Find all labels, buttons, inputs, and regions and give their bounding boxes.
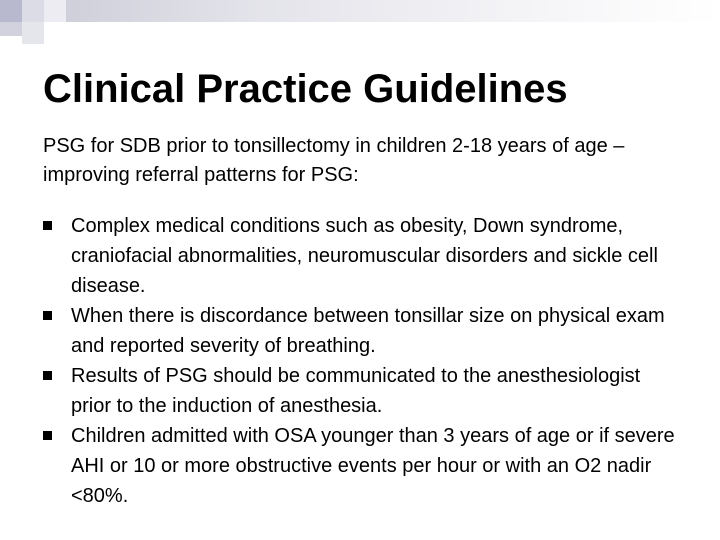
square-bullet-icon (43, 371, 52, 380)
header-decoration-band (0, 0, 720, 22)
decorative-square (22, 0, 44, 22)
bullet-list (43, 211, 683, 511)
bullet-item (43, 301, 683, 361)
bullet-text: Results of PSG should be communicated to the anesthesiologist prior to the induction of anesthesia. (71, 365, 641, 417)
decorative-square (44, 0, 66, 22)
bullet-text: Complex medical conditions such as obesity, Down syndrome, craniofacial abnormalities, neuromuscular disorders and sickle cell disease. (71, 215, 658, 297)
slide-title: Clinical Practice Guidelines (43, 67, 568, 111)
square-bullet-icon (43, 221, 52, 230)
bullet-item (43, 361, 683, 421)
bullet-item (43, 421, 683, 511)
square-bullet-icon (43, 431, 52, 440)
decorative-square (0, 22, 22, 36)
slide-subtitle: PSG for SDB prior to tonsillectomy in children 2-18 years of age – improving referral patterns for PSG: (43, 135, 625, 186)
decorative-square (22, 22, 44, 44)
decorative-square (0, 0, 22, 22)
bullet-item (43, 211, 683, 301)
square-bullet-icon (43, 311, 52, 320)
bullet-text: When there is discordance between tonsillar size on physical exam and reported severity of breathing. (71, 305, 665, 357)
bullet-text: Children admitted with OSA younger than 3 years of age or if severe AHI or 10 or more obstructive events per hour or with an O2 nadir <80%. (71, 425, 675, 507)
